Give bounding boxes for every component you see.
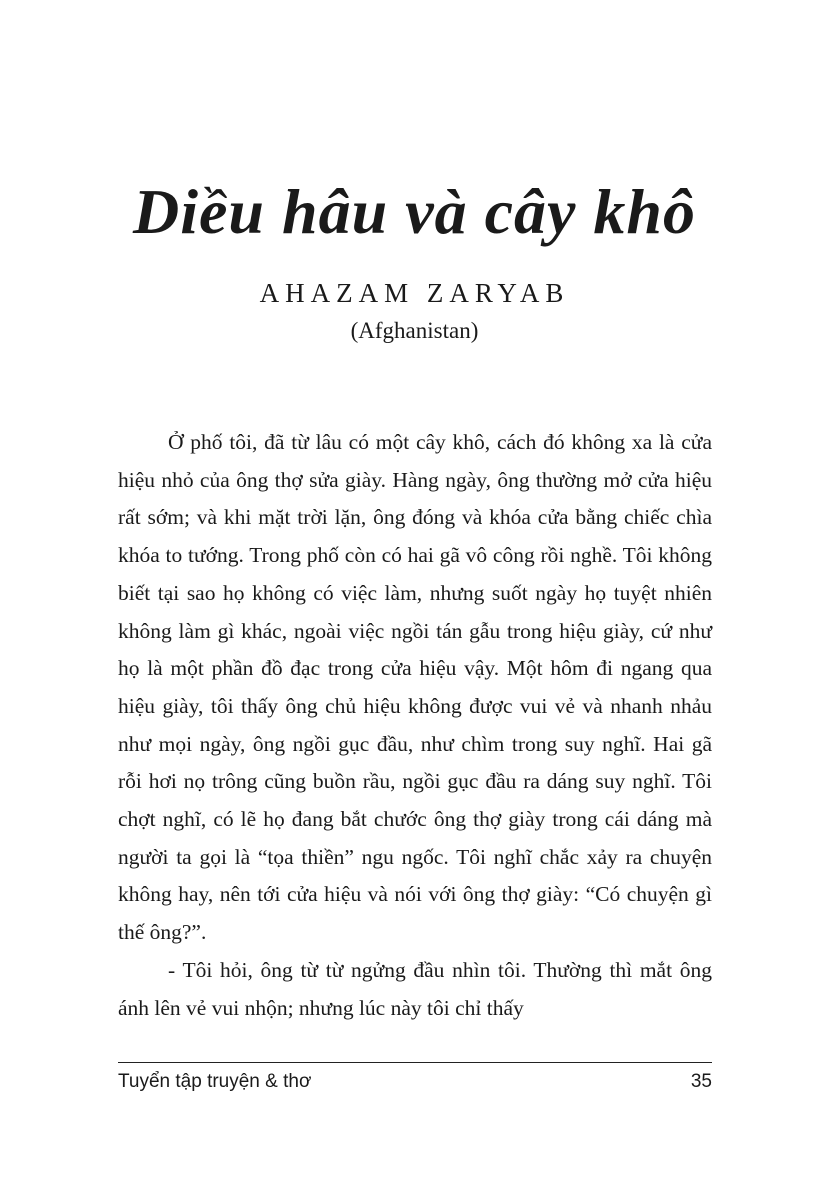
footer-divider (118, 1062, 712, 1063)
page-number: 35 (690, 1071, 712, 1092)
paragraph: - Tôi hỏi, ông từ từ ngửng đầu nhìn tôi. Thường thì mắt ông ánh lên vẻ vui nhộn; nhưng lúc này tôi chỉ thấy (118, 957, 712, 1020)
author-name: AHAZAM ZARYAB (259, 278, 570, 308)
story-body (118, 424, 712, 1027)
author-country: (Afghanistan) (350, 318, 479, 343)
footer-book-title: Tuyển tập truyện & thơ (118, 1071, 312, 1092)
paragraph: Ở phố tôi, đã từ lâu có một cây khô, cách đó không xa là cửa hiệu nhỏ của ông thợ sửa giày. Hàng ngày, ông thường mở cửa hiệu rất sớm; và khi mặt trời lặn, ông đóng và khóa cửa bằng chiếc chìa khóa to tướng. Trong phố còn có hai gã vô công rồi nghề. Tôi không biết tại sao họ không có việc làm, nhưng suốt ngày họ tuyệt nhiên không làm gì khác, ngoài việc ngồi tán gẫu trong hiệu giày, cứ như họ là một phần đồ đạc trong cửa hiệu vậy. Một hôm đi ngang qua hiệu giày, tôi thấy ông chủ hiệu không được vui vẻ và nhanh nhảu như mọi ngày, ông ngồi gục đầu, như chìm trong suy nghĩ. Hai gã rỗi hơi nọ trông cũng buồn rầu, ngồi gục đầu ra dáng suy nghĩ. Tôi chợt nghĩ, có lẽ họ đang bắt chước ông thợ giày trong cái dáng mà người ta gọi là “tọa thiền” ngu ngốc. Tôi nghĩ chắc xảy ra chuyện không hay, nên tới cửa hiệu và nói với ông thợ giày: “Có chuyện gì thế ông?”. (118, 430, 712, 945)
story-title: Diều hâu và cây khô (133, 176, 696, 247)
